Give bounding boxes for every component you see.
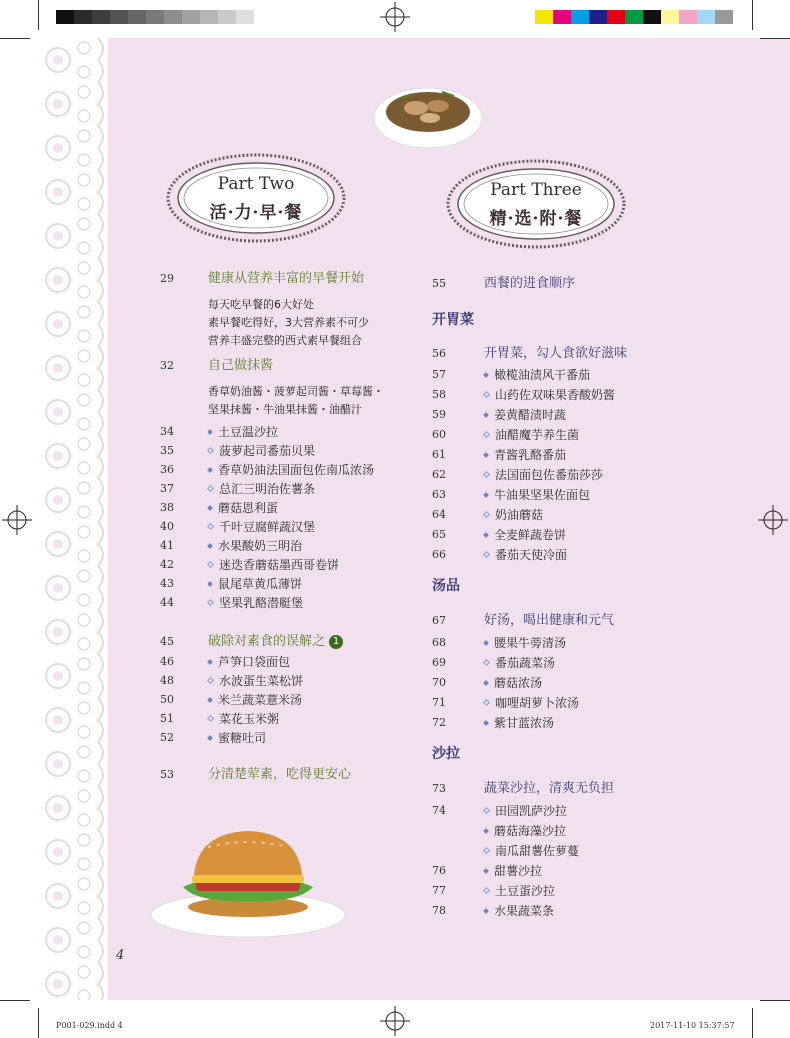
toc-right-column: [432, 0, 732, 1038]
toc-section-heading: [208, 270, 364, 288]
toc-entry-label: 甜薯沙拉: [494, 864, 543, 878]
toc-entry: [432, 426, 732, 444]
toc-page-number: 74: [432, 804, 446, 817]
toc-recipe-title: [484, 714, 554, 732]
toc-category: [432, 745, 732, 763]
diamond-bullet-icon: [207, 677, 214, 684]
diamond-bullet-icon: [483, 828, 489, 834]
toc-entry-label: 鼠尾草黄瓜薄饼: [218, 577, 303, 591]
toc-section-heading: [208, 766, 351, 784]
toc-entry: [160, 442, 410, 460]
toc-entry-label: 油醋魔芋养生菌: [495, 428, 580, 442]
toc-entry: [160, 556, 410, 574]
toc-entry: [432, 546, 732, 564]
toc-page-number: 50: [160, 693, 174, 706]
toc-recipe-title: [484, 822, 566, 840]
toc-recipe-title: [208, 442, 315, 460]
diamond-bullet-icon: [483, 551, 490, 558]
toc-page-number: 36: [160, 463, 174, 476]
toc-recipe-title: [484, 506, 543, 524]
toc-recipe-title: [208, 691, 302, 709]
crop-mark: [752, 0, 753, 30]
toc-entry-label: 菜花玉米粥: [219, 712, 280, 726]
diamond-bullet-icon: [483, 492, 489, 498]
page-number: 4: [116, 948, 125, 963]
toc-entry-label: 水波蛋生菜松饼: [219, 674, 304, 688]
diamond-bullet-icon: [207, 505, 213, 511]
toc-recipe-title: [484, 466, 603, 484]
diamond-bullet-icon: [483, 699, 490, 706]
diamond-bullet-icon: [207, 467, 213, 473]
toc-page-number: 78: [432, 904, 446, 917]
diamond-bullet-icon: [483, 471, 490, 478]
toc-entry-label: 芦笋口袋面包: [218, 655, 291, 669]
toc-entry: [160, 672, 410, 690]
diamond-bullet-icon: [207, 581, 213, 587]
toc-section-heading: [484, 780, 614, 798]
toc-page-number: 32: [160, 359, 174, 372]
toc-entry-label: 土豆蛋沙拉: [495, 884, 556, 898]
toc-recipe-title: [208, 537, 302, 555]
toc-entry-label: 开胃菜，勾人食欲好滋味: [484, 346, 628, 361]
toc-entry-label: 咖哩胡萝卜浓汤: [495, 696, 580, 710]
toc-page-number: 73: [432, 782, 446, 795]
toc-entry: [432, 842, 732, 860]
crop-mark: [760, 1000, 790, 1001]
toc-page-number: 42: [160, 558, 174, 571]
toc-recipe-title: [484, 842, 579, 860]
toc-entry: [160, 332, 410, 350]
toc-entry-label: 迷迭香蘑菇墨西哥卷饼: [219, 558, 340, 572]
toc-page-number: 65: [432, 528, 446, 541]
toc-entry-label: 南瓜甜薯佐萝蔓: [495, 844, 580, 858]
diamond-bullet-icon: [207, 485, 214, 492]
registration-mark-icon: [2, 505, 32, 535]
toc-recipe-title: [484, 634, 566, 652]
toc-entry: [160, 461, 410, 479]
crop-mark: [38, 1008, 39, 1038]
toc-page-number: 68: [432, 636, 446, 649]
toc-entry-label: 蔬菜沙拉，清爽无负担: [484, 781, 615, 796]
diamond-bullet-icon: [207, 659, 213, 665]
part-two-title: Part Two: [217, 174, 295, 194]
toc-recipe-title: [484, 386, 615, 404]
diamond-bullet-icon: [207, 429, 213, 435]
toc-entry-label: 全麦鲜蔬卷饼: [494, 528, 567, 542]
toc-category-title: [432, 745, 460, 763]
diamond-bullet-icon: [207, 561, 214, 568]
toc-page-number: 43: [160, 577, 174, 590]
toc-entry: [160, 314, 410, 332]
toc-page-number: 64: [432, 508, 446, 521]
toc-entry: [432, 275, 732, 293]
registration-mark-icon: [758, 505, 788, 535]
toc-entry-label: 番茄蔬菜汤: [495, 656, 556, 670]
toc-entry: [160, 499, 410, 517]
diamond-bullet-icon: [207, 543, 213, 549]
toc-entry-label: 坚果抹酱・牛油果抹酱・油醋汁: [208, 403, 362, 416]
diamond-bullet-icon: [207, 697, 213, 703]
toc-entry: [432, 862, 732, 880]
diamond-bullet-icon: [483, 640, 489, 646]
toc-page-number: 29: [160, 272, 174, 285]
toc-entry: [160, 518, 410, 536]
toc-entry-label: 番茄天使冷面: [495, 548, 568, 562]
toc-entry-label: 每天吃早餐的6大好处: [208, 298, 314, 311]
toc-recipe-title: [484, 406, 566, 424]
toc-page-number: 53: [160, 768, 174, 781]
toc-recipe-title: [208, 499, 278, 517]
toc-entry: [432, 714, 732, 732]
lace-border: [38, 38, 108, 1000]
diamond-bullet-icon: [483, 887, 490, 894]
toc-entry-label: 千叶豆腐鲜蔬汉堡: [219, 520, 316, 534]
toc-page-number: 57: [432, 368, 446, 381]
toc-entry-label: 坚果乳酪潜艇堡: [219, 596, 304, 610]
toc-entry-label: 牛油果坚果佐面包: [494, 488, 591, 502]
diamond-bullet-icon: [207, 447, 214, 454]
toc-recipe-title: [484, 882, 555, 900]
toc-entry: [160, 423, 410, 441]
toc-entry-label: 香草奶油法国面包佐南瓜浓汤: [218, 463, 375, 477]
toc-page-number: 41: [160, 539, 174, 552]
toc-page-number: 55: [432, 277, 446, 290]
diamond-bullet-icon: [207, 599, 214, 606]
toc-entry-label: 好汤，喝出健康和元气: [484, 613, 615, 628]
toc-entry: [432, 634, 732, 652]
diamond-bullet-icon: [483, 847, 490, 854]
toc-entry-label: 蘑菇海藻沙拉: [494, 824, 567, 838]
toc-entry: [160, 653, 410, 671]
footer-file-slug: P001-029.indd 4: [56, 1021, 123, 1030]
toc-recipe-title: [208, 729, 266, 747]
toc-entry-label: 姜黄醋渍时蔬: [494, 408, 567, 422]
toc-section-description: [208, 401, 362, 419]
toc-entry: [160, 691, 410, 709]
diamond-bullet-icon: [483, 452, 489, 458]
diamond-bullet-icon: [483, 532, 489, 538]
toc-page-number: 61: [432, 448, 446, 461]
part-two-subtitle: 活·力·早·餐: [209, 203, 303, 223]
toc-entry: [432, 654, 732, 672]
toc-category-title: [432, 311, 474, 329]
toc-entry: [160, 729, 410, 747]
toc-page-number: 71: [432, 696, 446, 709]
diamond-bullet-icon: [483, 868, 489, 874]
toc-entry-label: 米兰蔬菜薏米汤: [218, 693, 303, 707]
toc-entry-label: 蘑菇恩利蛋: [218, 501, 279, 515]
toc-recipe-title: [484, 902, 554, 920]
toc-section-description: [208, 314, 369, 332]
toc-recipe-title: [484, 546, 567, 564]
toc-page-number: 69: [432, 656, 446, 669]
diamond-bullet-icon: [207, 715, 214, 722]
toc-entry: [160, 710, 410, 728]
toc-entry-label: 总汇三明治佐薯条: [219, 482, 316, 496]
toc-entry: [432, 446, 732, 464]
toc-recipe-title: [208, 518, 315, 536]
toc-entry: [432, 486, 732, 504]
toc-entry-label: 开胃菜: [432, 312, 474, 328]
diamond-bullet-icon: [483, 391, 490, 398]
toc-category: [432, 311, 732, 329]
toc-entry-label: 分清楚荤素，吃得更安心: [208, 767, 352, 782]
toc-entry: [432, 406, 732, 424]
diamond-bullet-icon: [483, 511, 490, 518]
toc-entry-label: 自己做抹酱: [208, 358, 274, 373]
toc-page-number: 70: [432, 676, 446, 689]
toc-entry-label: 沙拉: [432, 746, 460, 762]
toc-entry-label: 营养丰盛完整的西式素早餐组合: [208, 334, 362, 347]
diamond-bullet-icon: [483, 431, 490, 438]
toc-recipe-title: [208, 710, 279, 728]
toc-entry: [432, 694, 732, 712]
toc-entry: [432, 674, 732, 692]
toc-section-heading: [208, 357, 273, 375]
toc-recipe-title: [208, 575, 302, 593]
diamond-bullet-icon: [483, 908, 489, 914]
toc-recipe-title: [484, 426, 579, 444]
toc-page-number: 40: [160, 520, 174, 533]
diamond-bullet-icon: [483, 720, 489, 726]
toc-entry: [432, 802, 732, 820]
toc-entry: [432, 366, 732, 384]
toc-section-description: [208, 332, 362, 350]
toc-recipe-title: [208, 672, 303, 690]
toc-page-number: 67: [432, 614, 446, 627]
toc-entry: [160, 594, 410, 612]
toc-entry: [160, 383, 410, 401]
diamond-bullet-icon: [483, 680, 489, 686]
toc-entry-label: 橄榄油渍风干番茄: [494, 368, 591, 382]
toc-entry: [432, 882, 732, 900]
part-three-subtitle: 精·选·附·餐: [489, 209, 583, 229]
toc-recipe-title: [208, 556, 339, 574]
toc-entry-label: 西餐的进食顺序: [484, 276, 576, 291]
toc-section-heading: [208, 633, 343, 651]
toc-page-number: 62: [432, 468, 446, 481]
toc-recipe-title: [208, 594, 303, 612]
diamond-bullet-icon: [483, 807, 490, 814]
diamond-bullet-icon: [207, 523, 214, 530]
part-three-title: Part Three: [490, 180, 582, 200]
toc-category: [432, 577, 732, 595]
toc-section-heading: [484, 345, 627, 363]
toc-recipe-title: [208, 480, 315, 498]
toc-entry-label: 水果酸奶三明治: [218, 539, 303, 553]
toc-page-number: 34: [160, 425, 174, 438]
toc-entry-label: 奶油蘑菇: [495, 508, 544, 522]
toc-recipe-title: [484, 526, 566, 544]
toc-entry-label: 健康从营养丰富的早餐开始: [208, 271, 365, 286]
toc-entry: [432, 466, 732, 484]
toc-entry-label: 汤品: [432, 578, 460, 594]
crop-mark: [760, 38, 790, 39]
toc-entry-label: 水果蔬菜条: [494, 904, 555, 918]
diamond-bullet-icon: [483, 412, 489, 418]
toc-recipe-title: [484, 802, 567, 820]
toc-category-title: [432, 577, 460, 595]
toc-entry-label: 法国面包佐番茄莎莎: [495, 468, 604, 482]
toc-page-number: 48: [160, 674, 174, 687]
toc-page-number: 66: [432, 548, 446, 561]
crop-mark: [38, 0, 39, 30]
toc-recipe-title: [484, 446, 566, 464]
toc-page-number: 76: [432, 864, 446, 877]
crop-mark: [0, 38, 30, 39]
toc-page-number: 51: [160, 712, 174, 725]
toc-entry: [160, 537, 410, 555]
toc-recipe-title: [208, 461, 374, 479]
toc-page-number: 59: [432, 408, 446, 421]
toc-entry: [160, 480, 410, 498]
toc-page-number: 37: [160, 482, 174, 495]
number-badge-icon: 1: [329, 635, 343, 649]
toc-entry: [432, 345, 732, 363]
toc-entry: [160, 766, 410, 784]
toc-section-heading: [484, 275, 575, 293]
toc-recipe-title: [484, 862, 542, 880]
diamond-bullet-icon: [207, 735, 213, 741]
toc-entry-label: 土豆温沙拉: [218, 425, 279, 439]
toc-entry: [160, 575, 410, 593]
toc-entry: [432, 506, 732, 524]
toc-entry-label: 田园凯萨沙拉: [495, 804, 568, 818]
toc-entry: [160, 296, 410, 314]
toc-entry: [432, 780, 732, 798]
toc-page-number: 72: [432, 716, 446, 729]
toc-entry-label: 蜜糖吐司: [218, 731, 267, 745]
toc-entry: [160, 401, 410, 419]
toc-entry: [432, 902, 732, 920]
toc-entry-label: 山药佐双味果香酸奶酱: [495, 388, 616, 402]
toc-recipe-title: [484, 694, 579, 712]
toc-recipe-title: [484, 366, 590, 384]
toc-entry-label: 紫甘蓝浓汤: [494, 716, 555, 730]
toc-page-number: 46: [160, 655, 174, 668]
toc-recipe-title: [484, 654, 555, 672]
crop-mark: [752, 1008, 753, 1038]
toc-page-number: 58: [432, 388, 446, 401]
footer-timestamp: 2017-11-10 15:37:57: [650, 1021, 735, 1030]
toc-entry: [160, 357, 410, 375]
toc-recipe-title: [208, 653, 290, 671]
toc-page-number: 35: [160, 444, 174, 457]
toc-page-number: 52: [160, 731, 174, 744]
toc-entry: [432, 386, 732, 404]
crop-mark: [0, 1000, 30, 1001]
toc-page-number: 45: [160, 635, 174, 648]
toc-entry: [160, 633, 410, 651]
toc-entry-label: 腰果牛蒡清汤: [494, 636, 567, 650]
toc-entry-label: 破除对素食的误解之: [208, 634, 326, 649]
toc-recipe-title: [208, 423, 278, 441]
diamond-bullet-icon: [483, 659, 490, 666]
diamond-bullet-icon: [483, 372, 489, 378]
toc-entry-label: 香草奶油酱・菠萝起司酱・草莓酱・: [208, 385, 384, 398]
toc-page-number: 44: [160, 596, 174, 609]
toc-entry: [432, 822, 732, 840]
toc-recipe-title: [484, 486, 590, 504]
toc-section-description: [208, 296, 314, 314]
toc-entry-label: 蘑菇浓汤: [494, 676, 543, 690]
toc-entry-label: 菠萝起司番茄贝果: [219, 444, 316, 458]
burger-image: [148, 825, 348, 940]
toc-recipe-title: [484, 674, 542, 692]
toc-entry: [432, 612, 732, 630]
toc-entry: [160, 270, 410, 288]
toc-page-number: 77: [432, 884, 446, 897]
toc-page-number: 63: [432, 488, 446, 501]
toc-entry-label: 素早餐吃得好，3大营养素不可少: [208, 316, 369, 329]
toc-page-number: 56: [432, 347, 446, 360]
toc-page-number: 38: [160, 501, 174, 514]
toc-entry-label: 青酱乳酪番茄: [494, 448, 567, 462]
toc-page-number: 60: [432, 428, 446, 441]
toc-entry: [432, 526, 732, 544]
toc-section-description: [208, 383, 384, 401]
toc-section-heading: [484, 612, 614, 630]
